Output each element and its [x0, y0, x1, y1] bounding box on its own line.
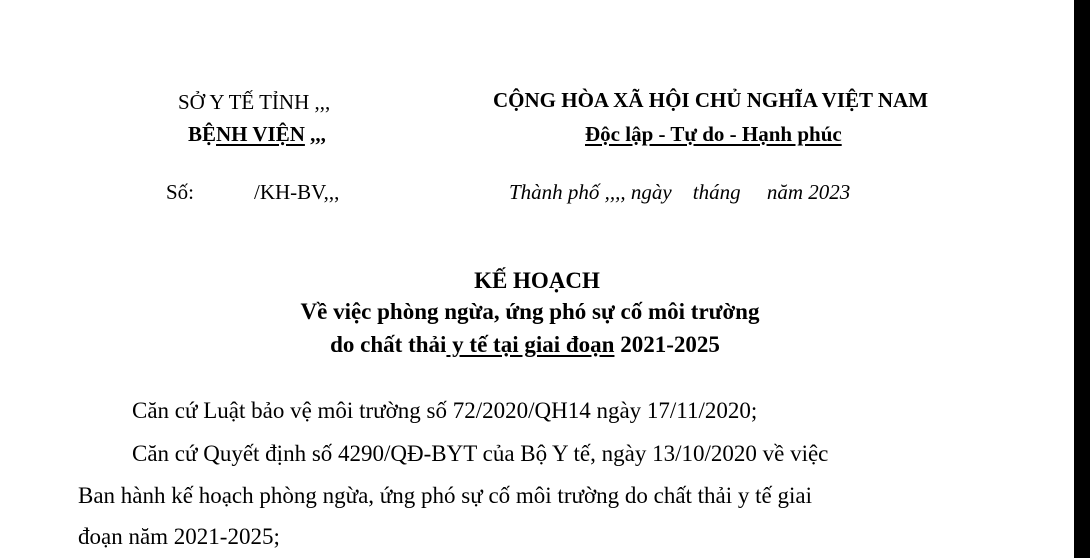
subtitle-part-end: 2021-2025 — [614, 332, 720, 357]
legal-basis-paragraph-2-line-2: Ban hành kế hoạch phòng ngừa, ứng phó sự cố môi trường do chất thải y tế giai — [78, 483, 812, 508]
plan-subtitle-line1: Về việc phòng ngừa, ứng phó sự cố môi trường — [300, 299, 760, 324]
plan-title: KẾ HOẠCH — [474, 268, 600, 293]
legal-basis-paragraph-2-line-1: Căn cứ Quyết định số 4290/QĐ-BYT của Bộ Y tế, ngày 13/10/2020 về việc — [132, 441, 829, 466]
place-and-date: Thành phố ,,,, ngày tháng năm 2023 — [509, 180, 851, 204]
legal-basis-paragraph-2-line-3: đoạn năm 2021-2025; — [78, 524, 280, 549]
subtitle-part-start: do chất thải — [330, 332, 447, 357]
national-motto: Độc lập - Tự do - Hạnh phúc — [585, 122, 842, 146]
hospital-name-start: BỆ — [188, 122, 217, 146]
department-name: SỞ Y TẾ TỈNH ,,, — [178, 90, 331, 114]
document-number-label: Số: — [166, 180, 195, 204]
hospital-name-end: ,,, — [304, 122, 326, 146]
country-name: CỘNG HÒA XÃ HỘI CHỦ NGHĨA VIỆT NAM — [493, 88, 929, 112]
legal-basis-paragraph-1: Căn cứ Luật bảo vệ môi trường số 72/2020/QH14 ngày 17/11/2020; — [132, 398, 758, 423]
plan-subtitle-line2 — [0, 332, 1050, 358]
hospital-name — [188, 122, 326, 147]
hospital-name-underlined: NH VIỆN — [216, 122, 305, 146]
subtitle-part-underlined: y tế tại giai đoạn — [446, 332, 615, 357]
document-number-code: /KH-BV,,, — [254, 180, 340, 204]
page-edge — [1074, 0, 1090, 558]
